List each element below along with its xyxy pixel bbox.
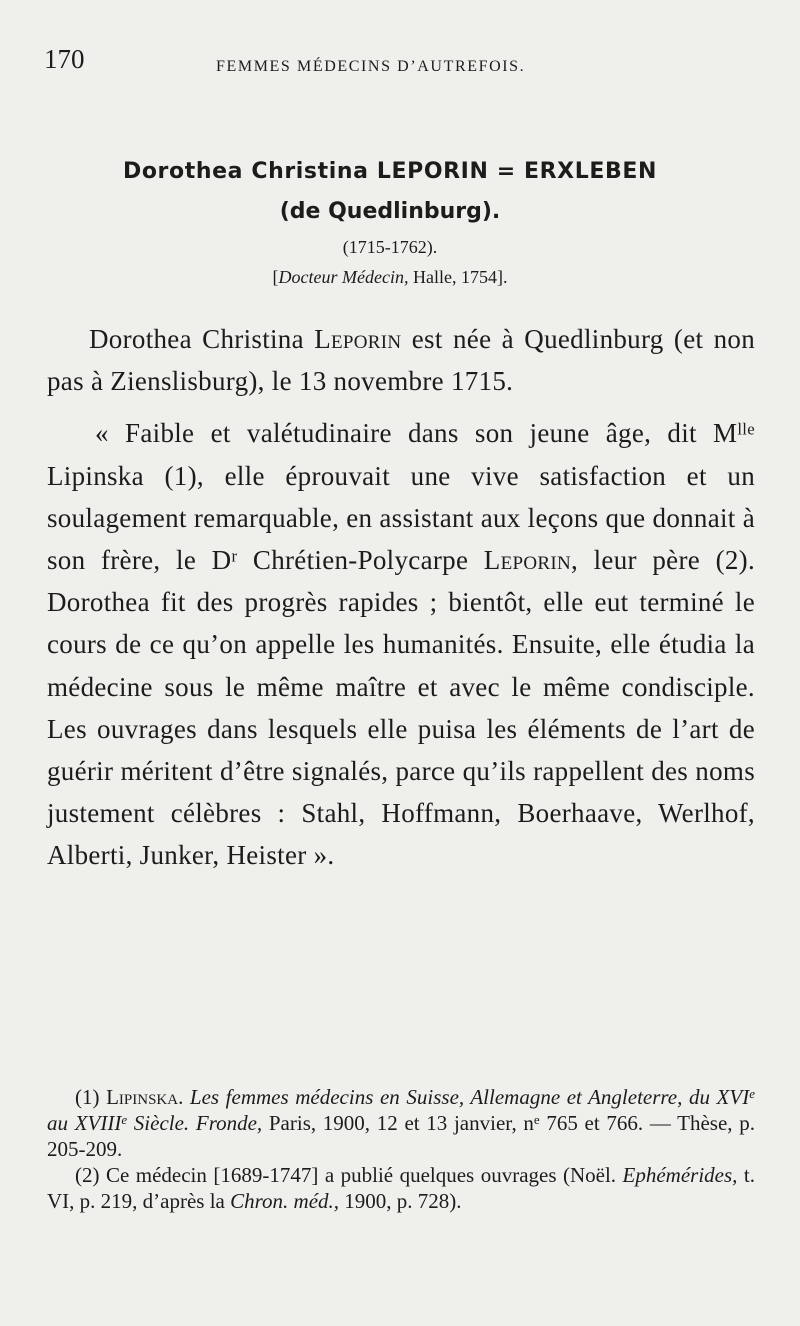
body-text [47, 318, 755, 877]
title-italic: Chron. méd., [230, 1189, 340, 1213]
superscript: e [121, 1112, 128, 1128]
author-smallcaps: Lipinska [106, 1085, 179, 1109]
entry-heading [40, 152, 740, 232]
title-italic: Les femmes médecins en Suisse, Allemagne et Angleterre, du XVI [189, 1085, 750, 1109]
text-run: , leur père (2). Dorothea fit des progrès rapides ; bientôt, elle eut terminé le cours de ce qu’on appelle les humanités. Ensuite, elle étudia la médecine sous le même maître et avec le même condisciple. Les ouvrages dans lesquels elle puisa les éléments de l’art de guérir méritent d’être signalés, parce qu’ils rappellent des noms justement célèbres : Stahl, Hoffmann, Boerhaave, Werlhof, Alberti, Junker, Heister ». [47, 545, 756, 871]
entry-name: Dorothea Christina LEPORIN = ERXLEBEN [122, 159, 657, 184]
text-run: 1900, p. 728). [339, 1189, 462, 1213]
title-italic: Siècle. Fronde, [127, 1111, 263, 1135]
text-run: Paris, 1900, 12 et 13 janvier, n [262, 1111, 534, 1135]
surname-smallcaps: Leporin [314, 324, 402, 354]
footnotes [47, 1084, 755, 1214]
text-run: est née à Quedlinburg (et non pas à Zienslisburg), le 13 novembre 1715. [47, 324, 755, 397]
text-run: t. VI, p. 219, d’après la [47, 1163, 755, 1213]
surname-smallcaps: Leporin [483, 545, 572, 576]
paragraph-quotation [47, 412, 755, 876]
text-run: Lipinska (1), elle éprouvait une vive satisfaction et un soulagement remarquable, en assistant aux leçons que donnait à son frère, le D [47, 460, 755, 576]
title-italic: au XVIII [47, 1111, 122, 1135]
superscript: lle [737, 419, 755, 439]
text-run: 765 et 766. — Thèse, p. 205-209. [47, 1111, 755, 1161]
degree-title: Docteur Médecin, [278, 267, 409, 287]
running-head [44, 44, 764, 84]
superscript: e [749, 1086, 755, 1102]
degree-place-year: Halle, 1754]. [408, 267, 508, 287]
footnote-1 [47, 1084, 755, 1162]
entry-dates-block [40, 232, 740, 292]
entry-degree [40, 262, 740, 292]
entry-place: (de Quedlinburg). [279, 199, 501, 224]
text-run: Dorothea Christina [89, 324, 315, 354]
entry-dates: (1715-1762). [342, 237, 438, 257]
footnote-mark: (1) [75, 1085, 107, 1109]
footnote-2 [47, 1162, 755, 1214]
paragraph-birth [47, 318, 755, 402]
superscript: r [231, 546, 238, 566]
running-title: FEMMES MÉDECINS D’AUTREFOIS. [216, 58, 526, 75]
text-run: « Faible et valétudinaire dans son jeune âge, dit M [95, 418, 738, 449]
page-number: 170 [44, 44, 85, 74]
text-run: . [178, 1085, 190, 1109]
title-italic: Ephémérides, [622, 1163, 738, 1187]
text-run: (2) Ce médecin [1689-1747] a publié quelques ouvrages (Noël. [75, 1163, 623, 1187]
superscript: e [533, 1112, 540, 1128]
degree-bracket: [ [272, 267, 279, 287]
text-run: Chrétien-Polycarpe [237, 545, 484, 576]
